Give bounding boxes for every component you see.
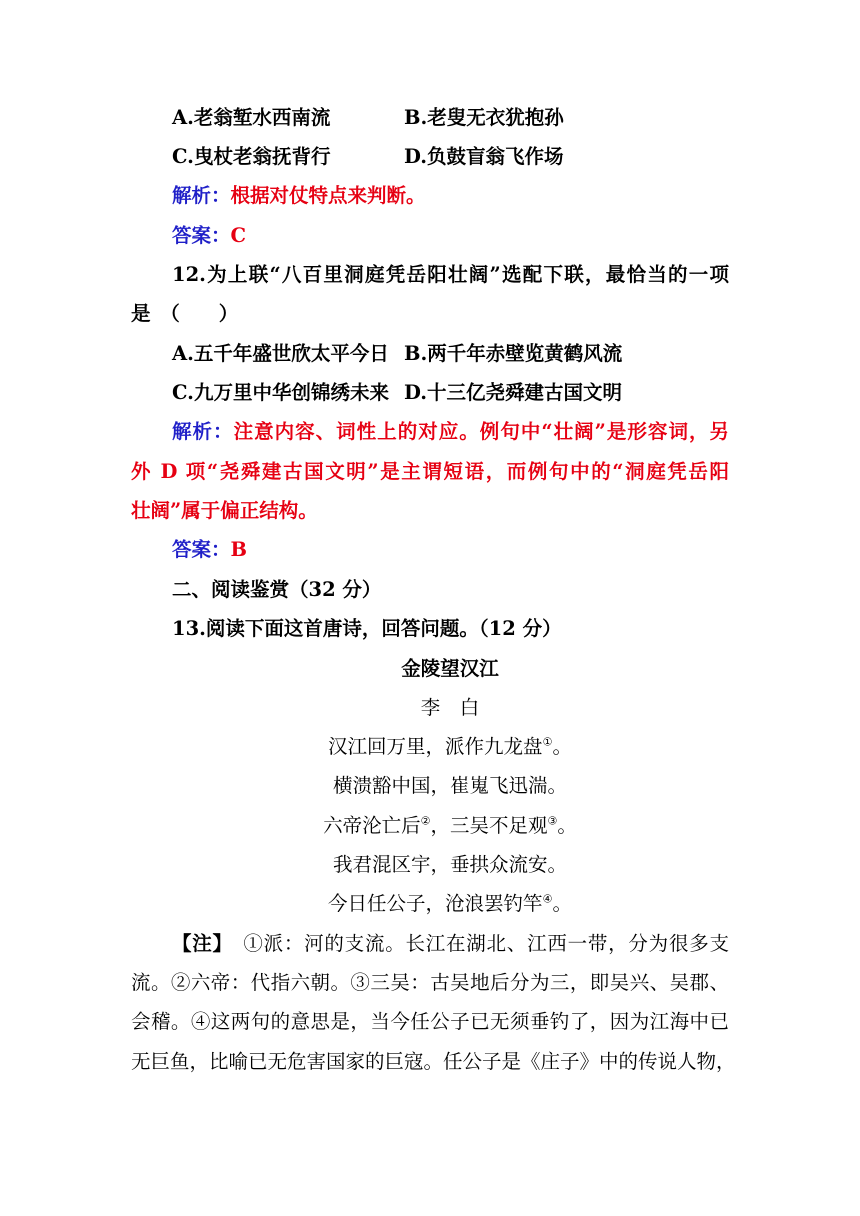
answer-value: B <box>230 538 247 561</box>
q13-stem: 13.阅读下面这首唐诗，回答问题。（12 分） <box>172 617 562 640</box>
analysis-label: 解析： <box>172 184 231 207</box>
q12-analysis-line1 <box>172 422 729 442</box>
q11-option-b: B.老叟无衣犹抱孙 <box>404 106 564 129</box>
q12-stem-line2: 是 （ ） <box>131 302 239 325</box>
q12-option-b: B.两千年赤壁览黄鹤风流 <box>404 342 623 365</box>
q11-analysis <box>172 186 426 206</box>
poem-line-text: 横溃豁中国，崔嵬飞迅湍。 <box>332 774 567 797</box>
q12-option-a: A.五千年盛世欣太平今日 <box>172 342 389 365</box>
poem-line <box>130 737 770 757</box>
poem-line-end: 。 <box>552 892 572 915</box>
answer-label: 答案： <box>172 224 231 247</box>
q12-answer <box>172 540 247 560</box>
analysis-text: 注意内容、词性上的对应。例句中“壮阔”是形容词，另 <box>233 420 729 443</box>
q12-stem-line1: 12.为上联“八百里洞庭凭岳阳壮阔”选配下联，最恰当的一项 <box>172 263 729 286</box>
poem-line-text: 六帝沦亡后 <box>323 814 421 837</box>
poem-line <box>130 855 770 875</box>
answer-value: C <box>230 224 247 247</box>
poem-line <box>130 894 770 914</box>
answer-label: 答案： <box>172 538 231 561</box>
footnote-marker: ③ <box>547 814 558 828</box>
analysis-label: 解析： <box>172 420 234 443</box>
poem-line-text: ，三吴不足观 <box>430 814 548 837</box>
footnote-marker: ② <box>420 814 431 828</box>
q11-answer <box>172 226 246 246</box>
poem-line-end: 。 <box>557 814 577 837</box>
notes-line2: 流。②六帝：代指六朝。③三吴：古吴地后分为三，即吴兴、吴郡、 <box>131 971 729 994</box>
footnote-marker: ① <box>542 735 553 749</box>
notes-line3: 会稽。④这两句的意思是，当今任公子已无须垂钓了，因为江海中已 <box>131 1010 729 1033</box>
q12-analysis-line3: 壮阔”属于偏正结构。 <box>131 499 318 522</box>
q11-option-d: D.负鼓盲翁飞作场 <box>404 145 564 168</box>
q12-analysis-line2: 外 D 项“尧舜建古国文明”是主谓短语，而例句中的“洞庭凭岳阳 <box>131 460 729 483</box>
poem-line <box>130 776 770 796</box>
poem-author: 李 白 <box>420 696 480 719</box>
notes-label: 【注】 <box>172 932 224 955</box>
poem-title: 金陵望汉江 <box>401 657 499 680</box>
q12-option-c: C.九万里中华创锦绣未来 <box>172 381 389 404</box>
poem-line-text: 今日任公子，沧浪罢钓竿 <box>328 892 543 915</box>
poem-line-text: 我君混区宇，垂拱众流安。 <box>332 853 567 876</box>
q11-option-a: A.老翁堑水西南流 <box>172 106 331 129</box>
footnote-marker: ④ <box>542 892 553 906</box>
q11-option-c: C.曳杖老翁抚背行 <box>172 145 331 168</box>
poem-line <box>130 816 770 836</box>
notes-line4: 无巨鱼，比喻已无危害国家的巨寇。任公子是《庄子》中的传说人物， <box>131 1050 736 1073</box>
notes-text: ①派：河的支流。长江在湖北、江西一带，分为很多支 <box>243 932 729 955</box>
analysis-text: 根据对仗特点来判断。 <box>230 184 426 207</box>
poem-line-end: 。 <box>552 735 572 758</box>
notes-line1 <box>172 934 729 954</box>
poem-line-text: 汉江回万里，派作九龙盘 <box>328 735 543 758</box>
q12-option-d: D.十三亿尧舜建古国文明 <box>404 381 623 404</box>
section-heading: 二、阅读鉴赏（32 分） <box>172 578 382 601</box>
